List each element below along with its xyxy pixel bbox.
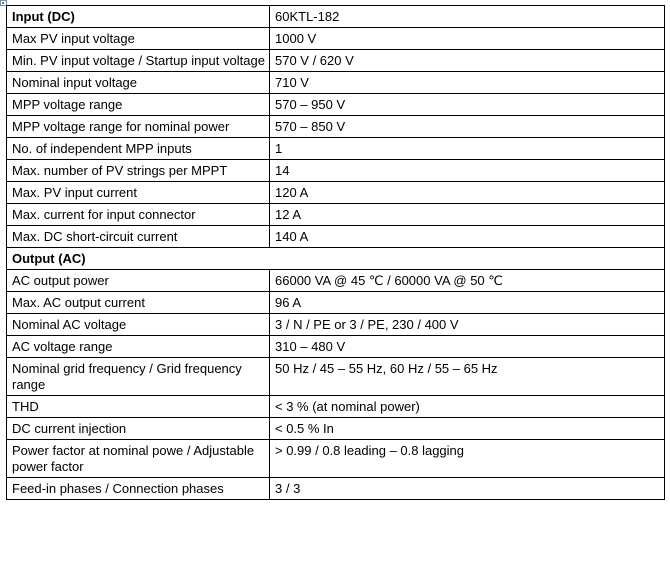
table-row: [7, 314, 665, 336]
parameter-cell: Nominal input voltage: [7, 72, 270, 94]
parameter-cell: Max PV input voltage: [7, 28, 270, 50]
table-row: [7, 182, 665, 204]
value-cell: 570 – 950 V: [270, 94, 665, 116]
table-row: [7, 396, 665, 418]
value-cell: 710 V: [270, 72, 665, 94]
table-row: [7, 358, 665, 396]
value-cell: 310 – 480 V: [270, 336, 665, 358]
table-row: [7, 138, 665, 160]
table-row: [7, 28, 665, 50]
value-cell: 570 V / 620 V: [270, 50, 665, 72]
section-title: Input (DC): [7, 6, 270, 28]
parameter-cell: Nominal grid frequency / Grid frequency range: [7, 358, 270, 396]
parameter-cell: AC voltage range: [7, 336, 270, 358]
table-row: [7, 50, 665, 72]
value-cell: 1000 V: [270, 28, 665, 50]
parameter-cell: Power factor at nominal powe / Adjustable power factor: [7, 440, 270, 478]
table-row: [7, 94, 665, 116]
value-cell: 3 / N / PE or 3 / PE, 230 / 400 V: [270, 314, 665, 336]
value-cell: 66000 VA @ 45 ℃ / 60000 VA @ 50 ℃: [270, 270, 665, 292]
section-header-row: [7, 248, 665, 270]
table-row: [7, 226, 665, 248]
table-row: [7, 478, 665, 500]
value-cell: 12 A: [270, 204, 665, 226]
parameter-cell: Max. number of PV strings per MPPT: [7, 160, 270, 182]
section-header-row: [7, 6, 665, 28]
value-cell: < 0.5 % In: [270, 418, 665, 440]
parameter-cell: Nominal AC voltage: [7, 314, 270, 336]
spec-table: [6, 5, 665, 500]
value-cell: < 3 % (at nominal power): [270, 396, 665, 418]
parameter-cell: Max. DC short-circuit current: [7, 226, 270, 248]
parameter-cell: MPP voltage range: [7, 94, 270, 116]
value-cell: 14: [270, 160, 665, 182]
value-cell: 50 Hz / 45 – 55 Hz, 60 Hz / 55 – 65 Hz: [270, 358, 665, 396]
table-row: [7, 270, 665, 292]
model-name: 60KTL-182: [270, 6, 665, 28]
parameter-cell: Feed-in phases / Connection phases: [7, 478, 270, 500]
table-row: [7, 440, 665, 478]
spec-table-body: [7, 6, 665, 500]
parameter-cell: Min. PV input voltage / Startup input voltage: [7, 50, 270, 72]
parameter-cell: THD: [7, 396, 270, 418]
parameter-cell: No. of independent MPP inputs: [7, 138, 270, 160]
value-cell: 1: [270, 138, 665, 160]
value-cell: 570 – 850 V: [270, 116, 665, 138]
parameter-cell: Max. PV input current: [7, 182, 270, 204]
table-row: [7, 204, 665, 226]
value-cell: 120 A: [270, 182, 665, 204]
parameter-cell: Max. AC output current: [7, 292, 270, 314]
value-cell: 96 A: [270, 292, 665, 314]
table-row: [7, 418, 665, 440]
value-cell: > 0.99 / 0.8 leading – 0.8 lagging: [270, 440, 665, 478]
table-row: [7, 116, 665, 138]
parameter-cell: MPP voltage range for nominal power: [7, 116, 270, 138]
section-title: Output (AC): [7, 248, 665, 270]
table-row: [7, 72, 665, 94]
table-row: [7, 292, 665, 314]
value-cell: 3 / 3: [270, 478, 665, 500]
parameter-cell: DC current injection: [7, 418, 270, 440]
table-row: [7, 160, 665, 182]
value-cell: 140 A: [270, 226, 665, 248]
parameter-cell: AC output power: [7, 270, 270, 292]
parameter-cell: Max. current for input connector: [7, 204, 270, 226]
table-row: [7, 336, 665, 358]
